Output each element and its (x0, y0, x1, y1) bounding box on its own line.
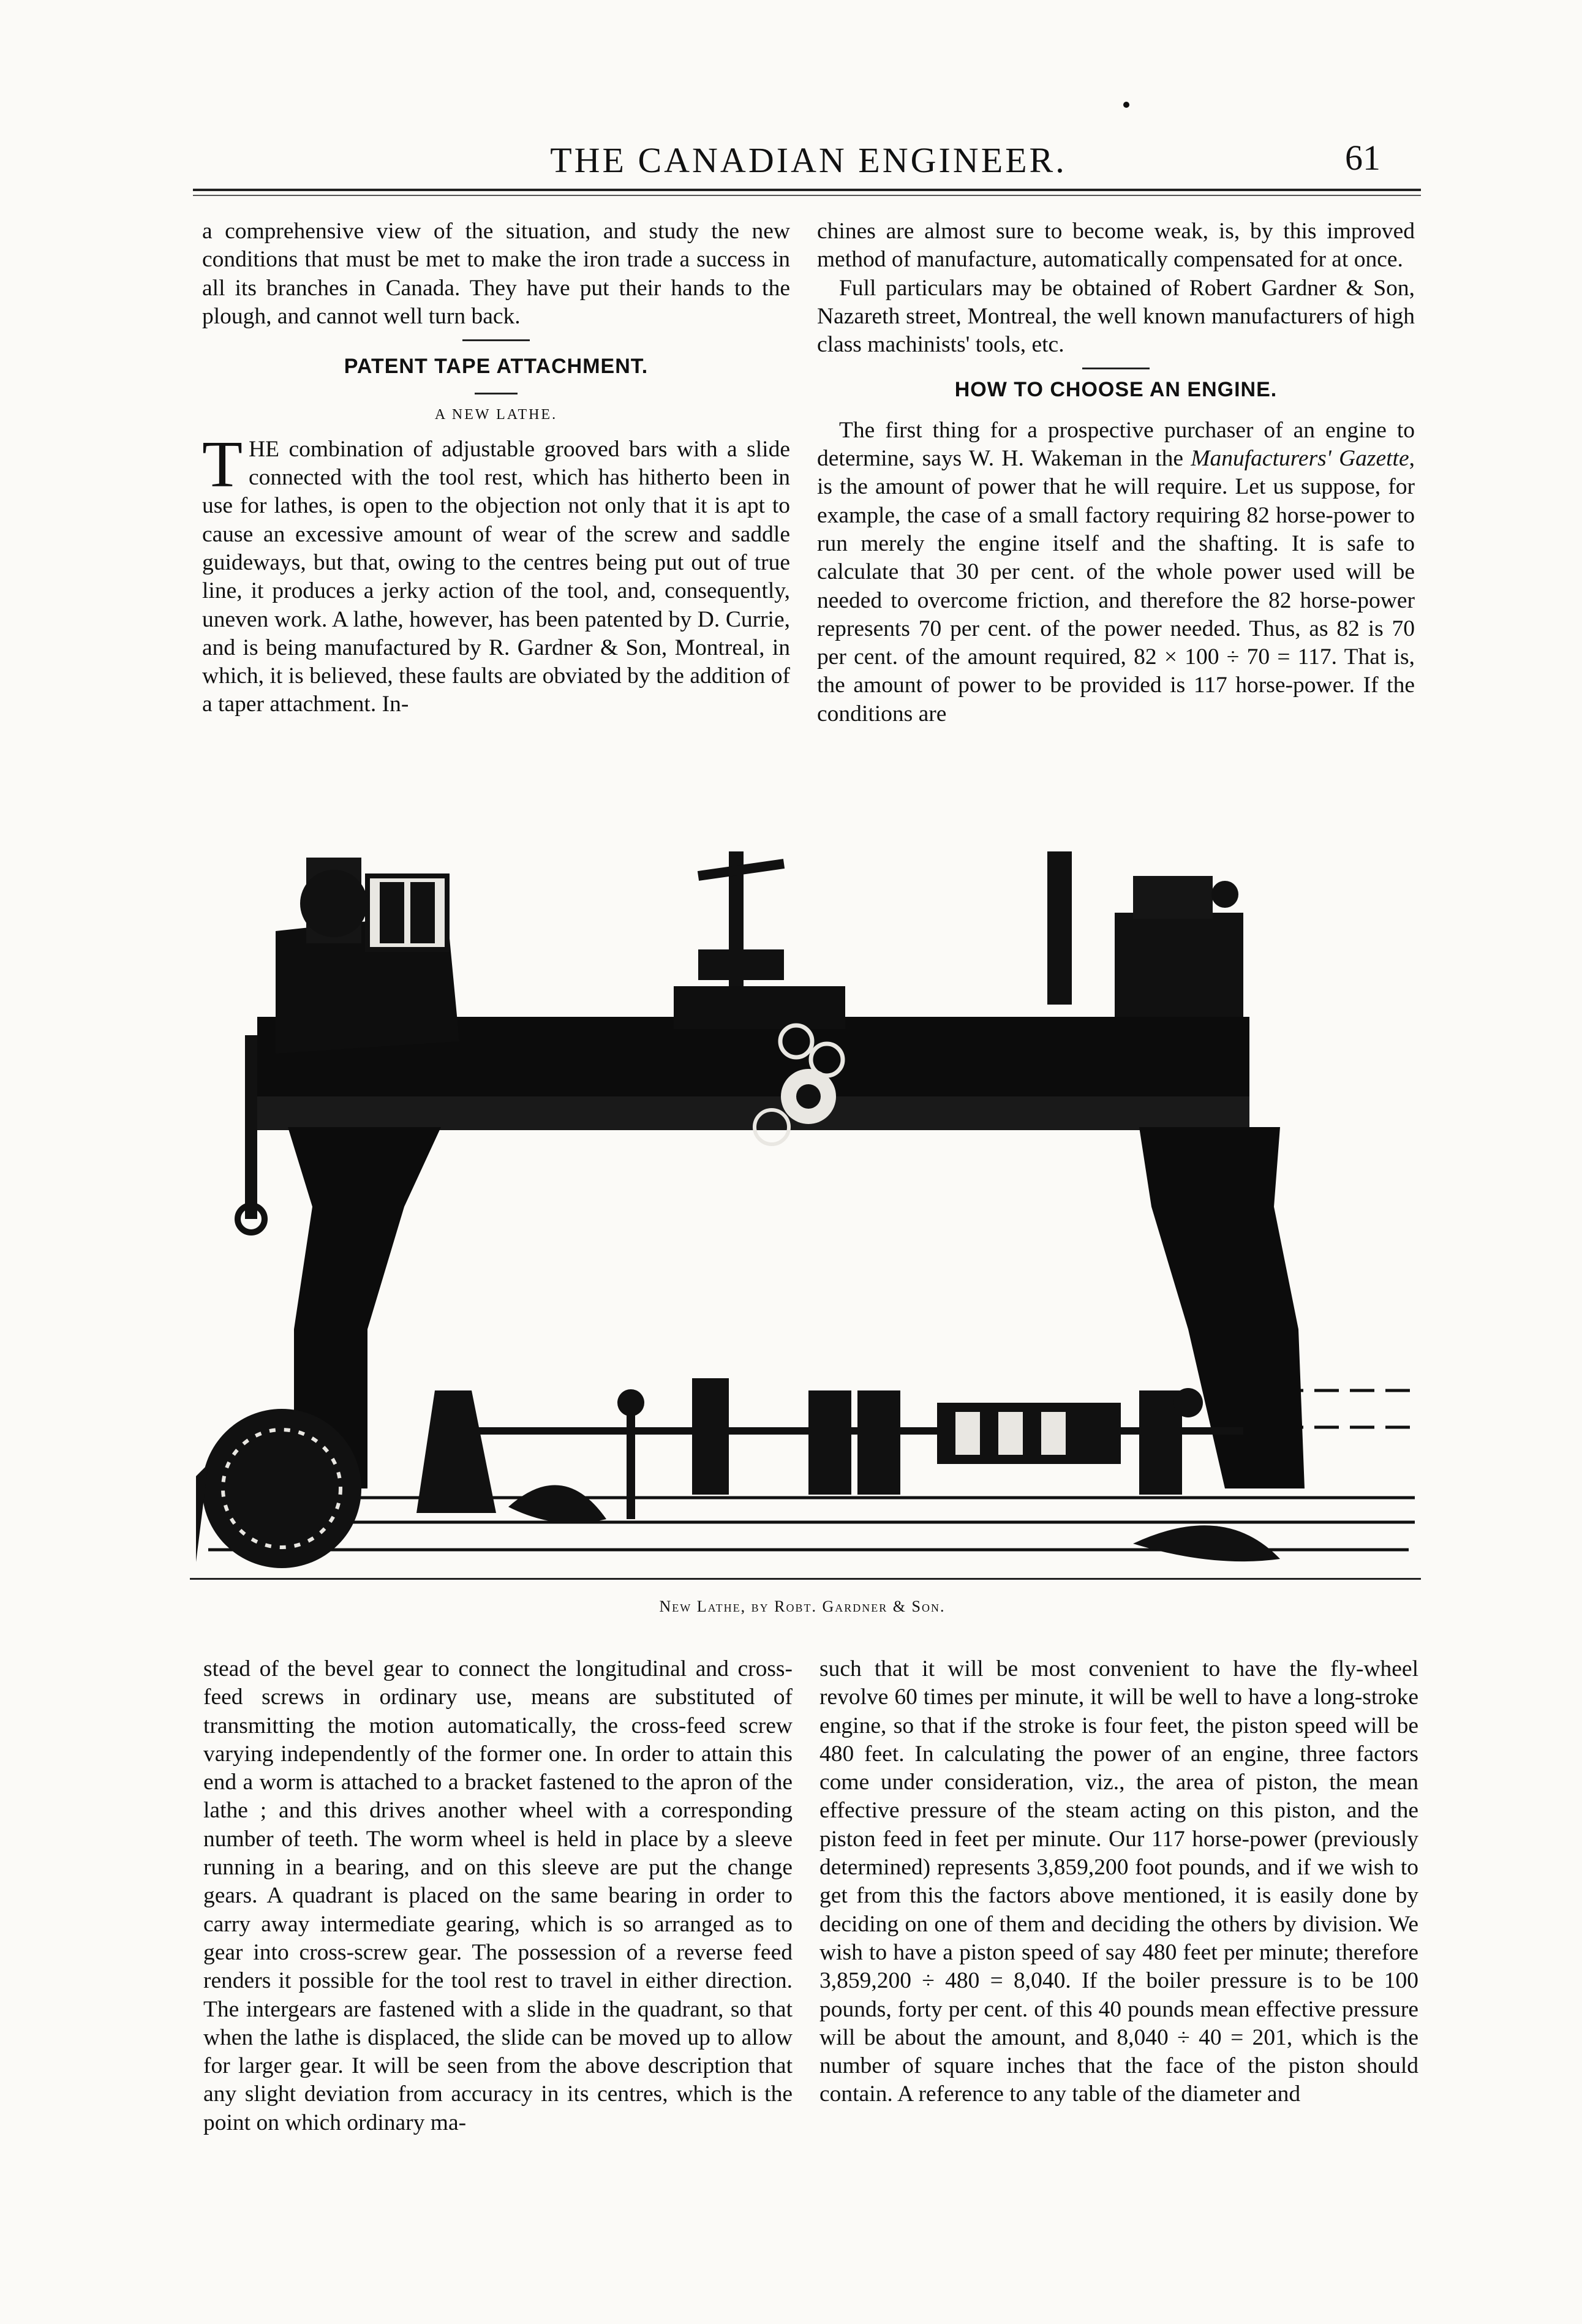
article-heading-choose-engine: HOW TO CHOOSE AN ENGINE. (954, 378, 1278, 402)
ink-speck (1123, 102, 1129, 108)
column-top-left (202, 217, 790, 719)
article-heading-patent-tape: PATENT TAPE ATTACHMENT. (344, 355, 649, 379)
engine-text-a: The first thing for a prospective purchaser of an engine to determine, says W. H. Wakeman in the (817, 417, 1415, 472)
lathe-illustration (184, 839, 1421, 1583)
page-number: 61 (1345, 138, 1380, 178)
paragraph-lathe-continued: chines are almost sure to become weak, is, by this improved method of manufacture, automatically compensated for at once. (817, 219, 1415, 273)
page-header-title: THE CANADIAN ENGINEER. (550, 140, 1067, 180)
paragraph-iron-trade-end: a comprehensive view of the situation, and study the new conditions that must be met to make the iron trade a success in all its branches in Canada. They have put their hands to the plough, and cannot well turn back. (202, 219, 790, 329)
header-rule (193, 189, 1421, 191)
lathe-engraving (184, 839, 1421, 1583)
paragraph-lathe-intro (202, 428, 790, 719)
publication-name: Manufacturers' Gazette (1191, 446, 1409, 472)
drop-cap: T (202, 428, 243, 501)
paragraph-engine-power (817, 417, 1415, 728)
paragraph-worm-gear: stead of the bevel gear to connect the longitudinal and cross-feed screws in ordinary use, means are substituted of transmitting the motion automatically, the cross-feed screw varying independently of the former one. In order to attain this end a worm is attached to a bracket fastened to the apron of the lathe ; and this drives another wheel with a corresponding number of teeth. The worm wheel is held in place by a sleeve running in a bearing, and on this sleeve are put the change gears. A quadrant is placed on the same bearing in order to carry away intermediate gearing, which is so arranged as to gear into cross-screw gear. The possession of a reverse feed renders it possible for the tool rest to travel in either direction. The intergears are fastened with a slide in the quadrant, so that when the lathe is displaced, the slide can be moved up to allow for larger gear. It will be seen from the above description that any slight deviation from accuracy in its centres, which is the point on which ordinary ma- (203, 1656, 793, 2135)
paragraph-piston-calculation: such that it will be most convenient to have the fly-wheel revolve 60 times per minute, it will be well to have a long-stroke engine, so that if the stroke is four feet, the piston speed will be 480 feet. In calculating the power of an engine, three factors come under consideration, viz., the area of piston, the mean effective pressure of the steam acting on this piston, and the piston feed in feet per minute. Our 117 horse-power (previously determined) represents 3,859,200 foot pounds, and if we wish to get from this the factors above mentioned, it is easily done by deciding on one of them and deciding the others by division. We wish to have a piston speed of say 480 feet per minute; therefore 3,859,200 ÷ 480 = 8,040. If the boiler pressure is to be 100 pounds, forty per cent. of this 40 pounds mean effective pressure will be about the amount, and 8,040 ÷ 40 = 201, which is the number of square inches that the face of the piston should contain. A reference to any table of the diameter and (819, 1656, 1418, 2107)
section-divider (1082, 368, 1150, 369)
figure-bottom-rule (190, 1578, 1421, 1580)
article-subheading-new-lathe: A NEW LATHE. (434, 407, 558, 423)
paragraph-particulars: Full particulars may be obtained of Robert Gardner & Son, Nazareth street, Montreal, the well known manufacturers of high class machinists' tools, etc. (817, 275, 1415, 358)
header-rule-thin (193, 195, 1421, 196)
paragraph-lathe-intro-text: HE combination of adjustable grooved bars with a slide connected with the tool rest, which has hitherto been in use for lathes, is open to the objection not only that it is apt to cause an excessive amount of wear of the screw and saddle guideways, but that, owing to the centres being put out of true line, it produces a jerky action of the tool, and, consequently, uneven work. A lathe, however, has been patented by D. Currie, and is being manufactured by R. Gardner & Son, Montreal, in which, it is believed, these faults are obviated by the addition of a taper attachment. In- (202, 436, 790, 717)
figure-caption: New Lathe, by Robt. Gardner & Son. (659, 1598, 946, 1615)
column-bottom-right (819, 1655, 1418, 2109)
engine-text-b: , is the amount of power that he will require. Let us suppose, for example, the case of a small factory requiring 82 horse-power to run merely the engine itself and the shafting. It is safe to calculate that 30 per cent. of the whole power used will be needed to overcome friction, and therefore the 82 horse-power represents 70 per cent. of the power needed. Thus, as 82 is 70 per cent. of the amount required, 82 × 100 ÷ 70 = 117. That is, the amount of power to be provided is 117 horse-power. If the conditions are (817, 446, 1415, 726)
section-divider (462, 339, 530, 341)
column-bottom-left (203, 1655, 793, 2137)
section-divider (475, 393, 518, 394)
column-top-right (817, 217, 1415, 728)
